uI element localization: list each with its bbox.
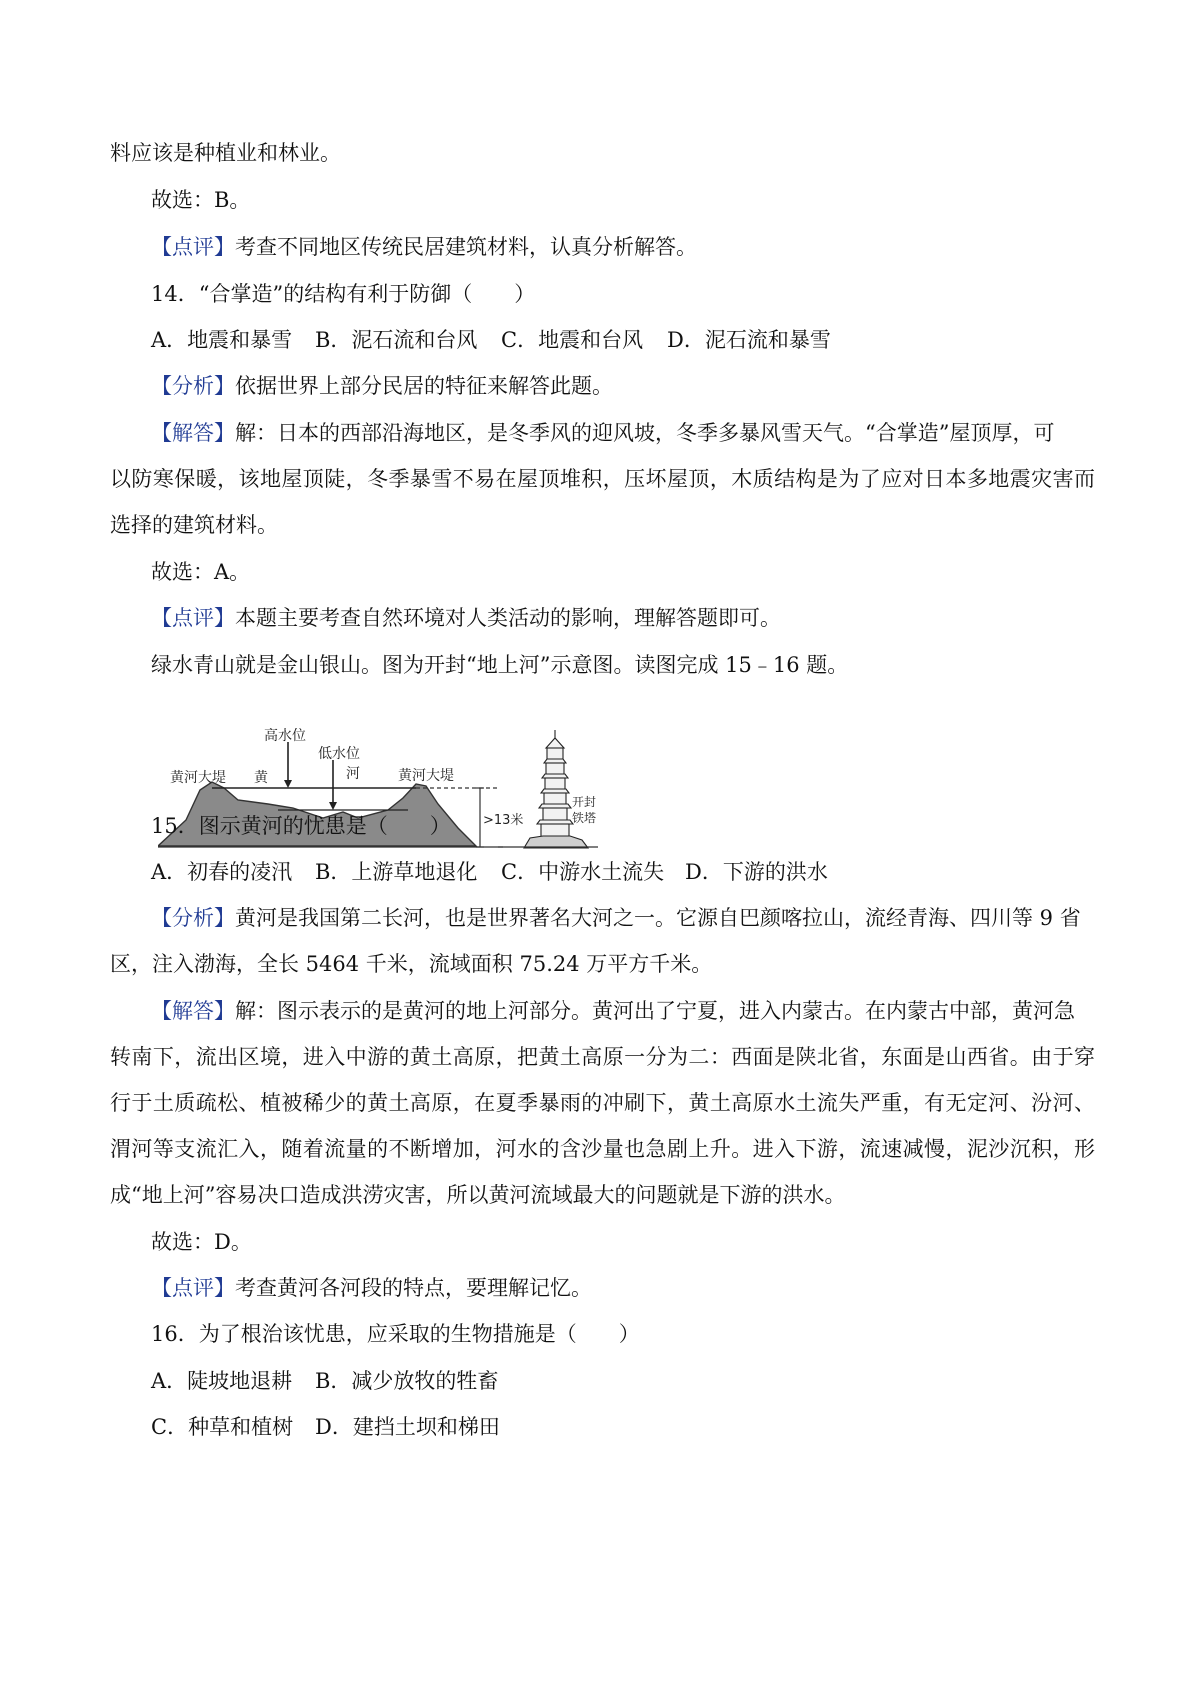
answer-line: 故选：D。 <box>151 1230 252 1254</box>
height-label: >13米 <box>483 813 524 828</box>
option: D．下游的洪水 <box>685 860 828 884</box>
analysis-tag: 【分析】 <box>151 374 235 398</box>
question-15: 15．图示黄河的忧患是（ ） <box>151 814 451 838</box>
levee-left-label: 黄河大堤 <box>170 770 226 786</box>
comment-line <box>151 1273 592 1303</box>
river-label-char: 河 <box>346 766 360 782</box>
solution-line <box>151 418 1055 448</box>
solution-line: 选择的建筑材料。 <box>110 513 278 537</box>
iron-pagoda <box>524 730 588 848</box>
analysis-line: 区，注入渤海，全长 5464 千米，流域面积 75.24 万平方千米。 <box>110 952 713 976</box>
answer-line: 故选：B。 <box>151 188 251 212</box>
option: D．泥石流和暴雪 <box>667 328 831 352</box>
option: A．地震和暴雪 <box>151 328 293 352</box>
comment-line <box>151 232 697 262</box>
analysis-tag: 【分析】 <box>151 906 235 930</box>
comment-text: 本题主要考查自然环境对人类活动的影响，理解答题即可。 <box>235 606 781 630</box>
solution-line <box>151 996 1075 1026</box>
tower-label: 开封 <box>572 795 597 809</box>
option: C．中游水土流失 <box>501 860 665 884</box>
answer-line: 故选：A。 <box>151 560 251 584</box>
solution-text: 解：图示表示的是黄河的地上河部分。黄河出了宁夏，进入内蒙古。在内蒙古中部，黄河急 <box>235 999 1075 1023</box>
high-water-label: 高水位 <box>264 728 306 744</box>
option: B．减少放牧的牲畜 <box>315 1369 499 1393</box>
comment-line <box>151 603 781 633</box>
tower-label: 铁塔 <box>572 811 597 825</box>
analysis-line <box>151 371 613 401</box>
analysis-line <box>151 903 1081 933</box>
option: C．种草和植树 <box>151 1415 294 1439</box>
low-water-arrowhead <box>329 802 337 810</box>
solution-text: 解：日本的西部沿海地区，是冬季风的迎风坡，冬季多暴风雪天气。“合掌造”屋顶厚，可 <box>235 421 1055 445</box>
comment-tag: 【点评】 <box>151 606 235 630</box>
option: A．陡坡地退耕 <box>151 1369 293 1393</box>
solution-line: 渭河等支流汇入，随着流量的不断增加，河水的含沙量也急剧上升。进入下游，流速减慢，泥沙沉积，形 <box>110 1137 1095 1161</box>
analysis-text: 黄河是我国第二长河，也是世界著名大河之一。它源自巴颜喀拉山，流经青海、四川等 9 省 <box>235 906 1081 930</box>
river-label-char: 黄 <box>254 770 268 786</box>
solution-line: 以防寒保暖，该地屋顶陡，冬季暴雪不易在屋顶堆积，压坏屋顶，木质结构是为了应对日本多地震灾害而 <box>110 467 1095 491</box>
question-14-options <box>151 325 831 355</box>
option: A．初春的凌汛 <box>151 860 293 884</box>
option: B．泥石流和台风 <box>315 328 478 352</box>
intro-line: 绿水青山就是金山银山。图为开封“地上河”示意图。读图完成 15﹣16 题。 <box>151 653 849 677</box>
question-16: 16．为了根治该忧患，应采取的生物措施是（ ） <box>151 1322 640 1346</box>
solution-tag: 【解答】 <box>151 999 235 1023</box>
question-15-options <box>151 857 828 887</box>
question-16-options <box>151 1366 498 1396</box>
solution-line: 行于土质疏松、植被稀少的黄土高原，在夏季暴雨的冲刷下，黄土高原水土流失严重，有无定河、汾河、 <box>110 1091 1095 1115</box>
solution-line: 转南下，流出区境，进入中游的黄土高原，把黄土高原一分为二：西面是陕北省，东面是山西省。由于穿 <box>110 1045 1095 1069</box>
analysis-text: 依据世界上部分民居的特征来解答此题。 <box>235 374 613 398</box>
comment-text: 考查不同地区传统民居建筑材料，认真分析解答。 <box>235 235 697 259</box>
option: D．建挡土坝和梯田 <box>315 1415 500 1439</box>
comment-tag: 【点评】 <box>151 1276 235 1300</box>
option: B．上游草地退化 <box>315 860 478 884</box>
option: C．地震和台风 <box>501 328 644 352</box>
levee-right-label: 黄河大堤 <box>398 768 454 784</box>
question-14: 14．“合掌造”的结构有利于防御（ ） <box>151 282 536 306</box>
question-16-options <box>151 1412 500 1442</box>
low-water-label: 低水位 <box>318 746 360 762</box>
high-water-arrowhead <box>284 780 292 788</box>
comment-text: 考查黄河各河段的特点，要理解记忆。 <box>235 1276 592 1300</box>
solution-line: 成“地上河”容易决口造成洪涝灾害，所以黄河流域最大的问题就是下游的洪水。 <box>110 1183 846 1207</box>
comment-tag: 【点评】 <box>151 235 235 259</box>
solution-tag: 【解答】 <box>151 421 235 445</box>
text-line: 料应该是种植业和林业。 <box>110 141 341 165</box>
